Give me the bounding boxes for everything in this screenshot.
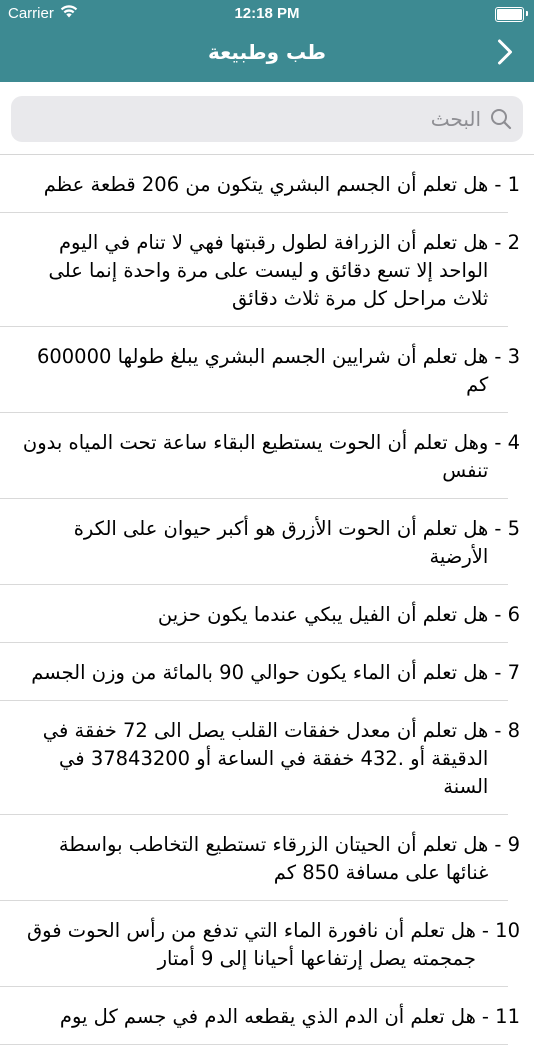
list-item[interactable] [0,987,534,1045]
list-item[interactable] [0,327,534,413]
list-item[interactable] [0,499,534,585]
item-number: 10 - [481,919,520,942]
list-item[interactable] [0,815,534,901]
item-text: هل تعلم أن الدم الذي يقطعه الدم في جسم كل يوم [59,1005,476,1028]
list-item[interactable] [0,213,534,327]
list-item[interactable] [0,585,534,643]
battery-icon [495,7,524,22]
item-text: هل تعلم أن نافورة الماء التي تدفع من رأس الحوت فوق جمجمته يصل إرتفاعها أحيانا إلى 9 أمتار [27,919,476,970]
item-number: 7 - [494,661,520,684]
item-text: وهل تعلم أن الحوت يستطيع البقاء ساعة تحت المياه بدون تنفس [22,431,489,482]
chevron-right-icon [497,39,513,69]
status-time: 12:18 PM [234,5,300,22]
facts-list [0,155,534,1045]
item-text: هل تعلم أن الزرافة لطول رقبتها فهي لا تنام في اليوم الواحد إلا تسع دقائق و ليست على مرة واحدة إنما على ثلاث مراحل كل مرة ثلاث دقائق [48,231,489,310]
list-item[interactable] [0,901,534,987]
carrier-label: Carrier [8,5,54,22]
list-item[interactable] [0,701,534,815]
status-bar [0,0,534,28]
item-number: 3 - [494,345,520,368]
search-field-container[interactable] [11,96,523,142]
item-text: هل تعلم أن معدل خفقات القلب يصل الى 72 خفقة في الدقيقة أو .432 خفقة في الساعة أو 37843200 في السنة [42,719,489,798]
item-number: 8 - [494,719,520,742]
search-input[interactable] [279,106,483,132]
item-text: هل تعلم أن الحيتان الزرقاء تستطيع التخاطب بواسطة غنائها على مسافة 850 كم [58,833,489,884]
item-number: 5 - [494,517,520,540]
search-icon [489,107,513,131]
page-title: طب وطبيعة [208,40,326,64]
navigation-header [0,0,534,82]
item-number: 4 - [494,431,520,454]
item-text: هل تعلم أن الفيل يبكي عندما يكون حزين [157,603,489,626]
item-number: 9 - [494,833,520,856]
list-item[interactable] [0,643,534,701]
item-number: 2 - [494,231,520,254]
battery-fill [497,9,522,20]
search-bar [0,82,534,155]
item-text: هل تعلم أن شرايين الجسم البشري يبلغ طولها 600000 كم [36,345,489,396]
item-text: هل تعلم أن الجسم البشري يتكون من 206 قطعة عظم [43,173,489,196]
item-number: 11 - [481,1005,520,1028]
list-item[interactable] [0,413,534,499]
item-text: هل تعلم أن الحوت الأزرق هو أكبر حيوان على الكرة الأرضية [73,517,489,568]
list-item[interactable] [0,155,534,213]
back-button[interactable] [490,38,520,70]
item-number: 6 - [494,603,520,626]
item-number: 1 - [494,173,520,196]
item-text: هل تعلم أن الماء يكون حوالي 90 بالمائة من وزن الجسم [31,661,489,684]
